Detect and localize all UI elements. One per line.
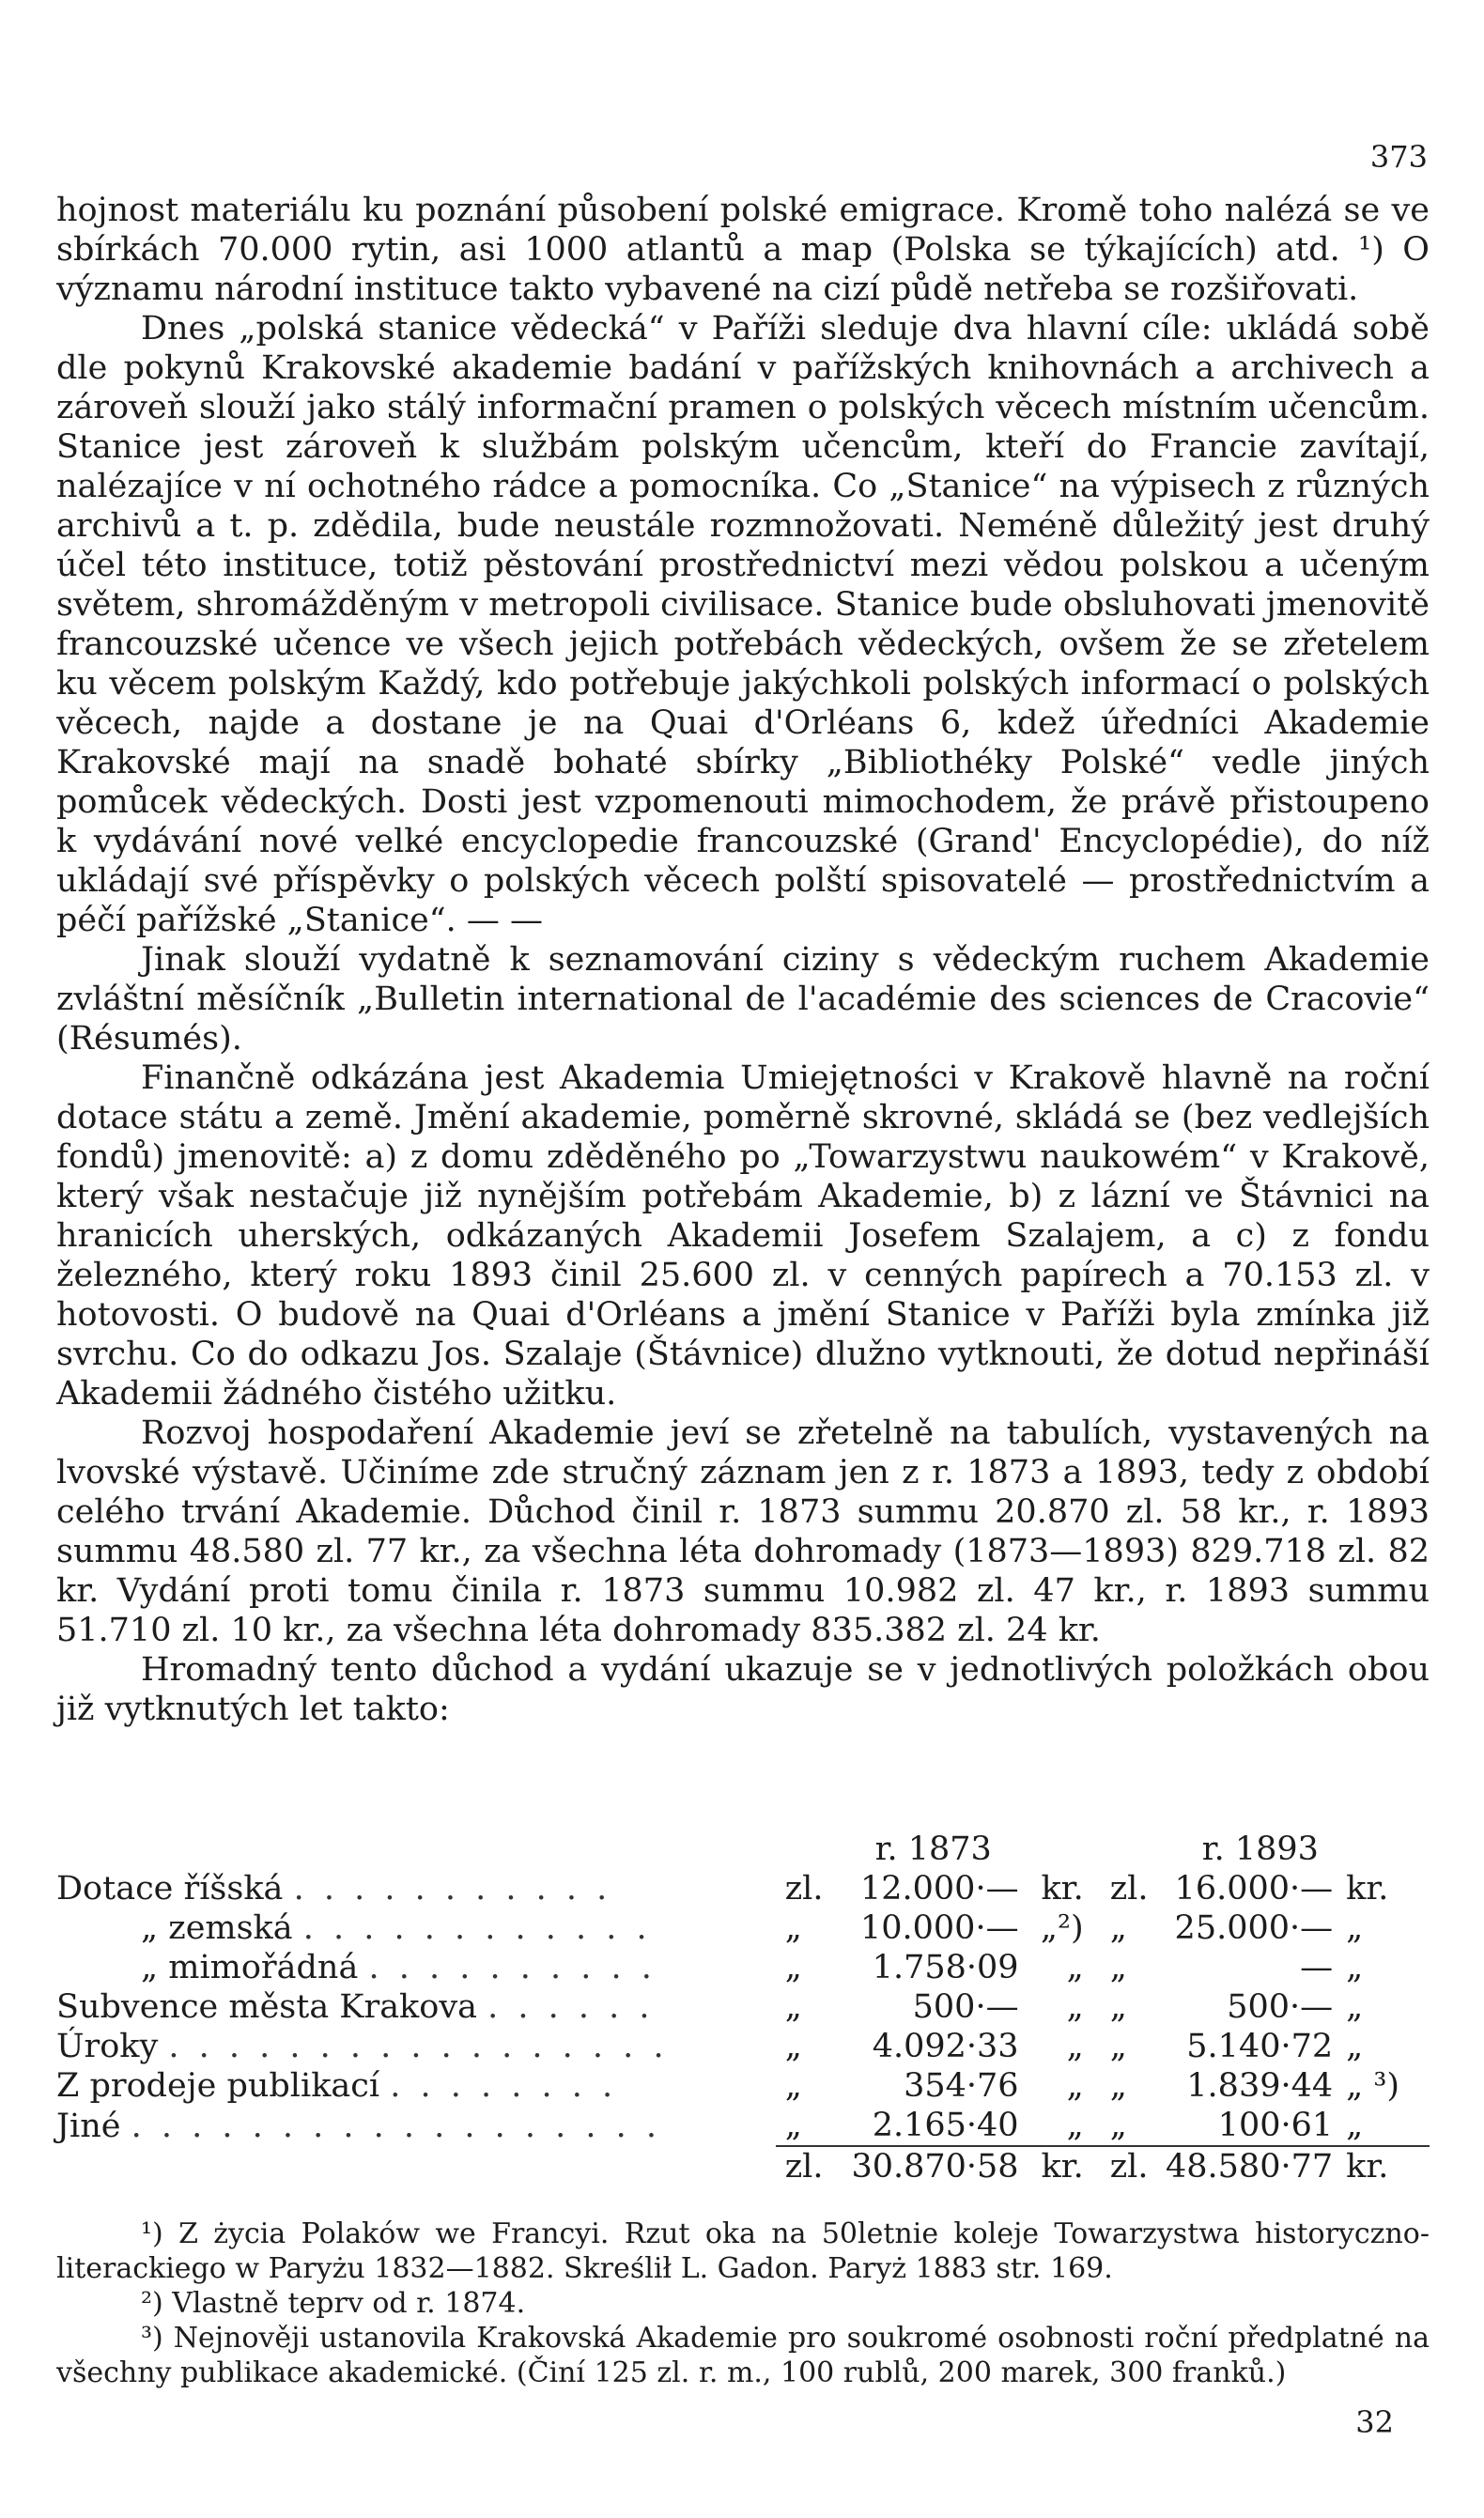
value-1873: 500·—	[912, 1988, 1019, 2026]
table-row	[56, 1987, 1430, 2027]
unit: „	[1109, 1988, 1127, 2026]
leader-dots: . . . . . . . . . . . . . . . . . .	[131, 2108, 662, 2145]
leader-dots: . . . . . . . . . . . .	[302, 1909, 652, 1947]
total-1893: 48.580·77	[1166, 2148, 1334, 2186]
row-label: „ zemská	[141, 1909, 293, 1947]
unit: zl.	[776, 2146, 832, 2186]
table-row	[56, 2066, 1430, 2106]
row-label: Dotace říšská	[56, 1870, 284, 1908]
value-1873: 12.000·—	[859, 1870, 1019, 1908]
leader-dots: . . . . . .	[487, 1988, 655, 2026]
currency: „	[1066, 2028, 1084, 2065]
column-header-1893: r. 1893	[1201, 1831, 1319, 1868]
table-header-row	[56, 1830, 1430, 1869]
currency: „	[1346, 2028, 1364, 2065]
unit: „	[1109, 1949, 1127, 1986]
finance-table	[56, 1830, 1430, 2186]
leader-dots: . . . . . . . . . .	[368, 1949, 657, 1986]
footnote: ¹) Z życia Polaków we Francyi. Rzut oka na 50letnie koleje Towarzystwa historyczno-literackiego w Paryżu 1832—1882. Skreślił L. Gadon. Paryż 1883 str. 169.	[56, 2217, 1430, 2285]
currency: „	[1346, 1988, 1364, 2026]
main-text	[56, 191, 1430, 1729]
unit: zl.	[784, 1870, 824, 1908]
paragraph: Dnes „polská stanice vědecká“ v Paříži sleduje dva hlavní cíle: ukládá sobě dle pokynů Krakovské akademie badání v pařížských knihovnách a archivech a zároveň slouží jako stálý informační pramen o polských věcech místním učencům. Stanice jest zároveň k službám polským učencům, kteří do Francie zavítají, nalézajíce v ní ochotného rádce a pomocníka. Co „Stanice“ na výpisech z různých archivů a t. p. zdědila, bude neustále rozmnožovati. Neméně důležitý jest druhý účel této instituce, totiž pěstování prostřednictví mezi vědou polskou a učeným světem, shromážděným v metropoli civilisace. Stanice bude obsluhovati jmenovitě francouzské učence ve všech jejich potřebách vědeckých, ovšem že se zřetelem ku věcem polským Každý, kdo potřebuje jakýchkoli polských informací o polských věcech, najde a dostane je na Quai d'Orléans 6, kdež úředníci Akademie Krakovské mají na snadě bohaté sbírky „Bibliothéky Polské“ vedle jiných pomůcek vědeckých. Dosti jest vzpomenouti mimochodem, že právě přistoupeno k vydávání nové velké encyclopedie francouzské (Grand' Encyclopédie), do níž ukládají své příspěvky o polských věcech polští spisovatelé — prostřednictvím a péčí pařížské „Stanice“. — —	[56, 310, 1430, 939]
unit: zl.	[1091, 2146, 1166, 2186]
paragraph: Rozvoj hospodaření Akademie jeví se zřetelně na tabulích, vystavených na lvovské výstavě. Učiníme zde stručný záznam jen z r. 1873 a 1893, tedy z období celého trvání Akademie. Důchod činil r. 1873 summu 20.870 zl. 58 kr., r. 1893 summu 48.580 zl. 77 kr., za všechna léta dohromady (1873—1893) 829.718 zl. 82 kr. Vydání proti tomu činila r. 1873 summu 10.982 zl. 47 kr., r. 1893 summu 51.710 zl. 10 kr., za všechna léta dohromady 835.382 zl. 24 kr.	[56, 1414, 1430, 1649]
column-header-1873: r. 1873	[874, 1831, 992, 1868]
currency: „²)	[1040, 1909, 1084, 1947]
page-number: 373	[1369, 139, 1428, 175]
paragraph: Hromadný tento důchod a vydání ukazuje se v jednotlivých položkách obou již vytknutých let takto:	[56, 1651, 1430, 1728]
currency: kr.	[1346, 1870, 1389, 1908]
paragraph: Jinak slouží vydatně k seznamování ciziny s vědeckým ruchem Akademie zvláštní měsíčník „Bulletin international de l'académie des sciences de Cracovie“ (Résumés).	[56, 941, 1430, 1058]
unit: „	[784, 1988, 802, 2026]
footnote: ³) Nejnověji ustanovila Krakovská Akademie pro soukromé osobnosti roční předplatné na všechny publikace akademické. (Činí 125 zl. r. m., 100 rublů, 200 marek, 300 franků.)	[56, 2322, 1430, 2389]
table-row	[56, 1948, 1430, 1987]
footnote: ²) Vlastně teprv od r. 1874.	[141, 2287, 526, 2320]
leader-dots: . . . . . . . .	[390, 2067, 618, 2105]
currency: „	[1066, 1949, 1084, 1986]
row-label: Z prodeje publikací	[56, 2067, 380, 2105]
unit: „	[1109, 2107, 1127, 2144]
currency: kr.	[1019, 2146, 1091, 2186]
table-row	[56, 2106, 1430, 2146]
value-1893: 16.000·—	[1174, 1870, 1334, 1908]
paragraph: Finančně odkázána jest Akademia Umiejętności v Krakově hlavně na roční dotace státu a země. Jmění akademie, poměrně skrovné, skládá se (bez vedlejších fondů) jmenovitě: a) z domu zděděného po „Towarzystwu naukowém“ v Krakově, který však nestačuje již nynějším potřebám Akademie, b) z lázní ve Štávnici na hranicích uherských, odkázaných Akademii Josefem Szalajem, a c) z fondu železného, který roku 1893 činil 25.600 zl. v cenných papírech a 70.153 zl. v hotovosti. O budově na Quai d'Orléans a jmění Stanice v Paříži byla zmínka již svrchu. Co do odkazu Jos. Szalaje (Štávnice) dlužno vytknouti, že dotud nepřináší Akademii žádného čistého užitku.	[56, 1059, 1430, 1413]
value-1873: 2.165·40	[872, 2107, 1019, 2144]
value-1873: 1.758·09	[872, 1949, 1019, 1986]
currency: „	[1066, 2107, 1084, 2144]
value-1893: 100·61	[1217, 2107, 1334, 2144]
signature-mark: 32	[1355, 2404, 1394, 2440]
value-1893: 1.839·44	[1186, 2067, 1334, 2105]
currency: „ ³)	[1346, 2067, 1400, 2105]
value-1873: 4.092·33	[872, 2028, 1019, 2065]
currency: „	[1346, 1949, 1364, 1986]
currency: „	[1346, 1909, 1364, 1947]
total-1873: 30.870·58	[831, 2146, 1018, 2186]
table-row	[56, 2027, 1430, 2066]
currency: kr.	[1333, 2146, 1430, 2186]
row-label: „ mimořádná	[141, 1949, 359, 1986]
unit: „	[784, 1909, 802, 1947]
unit: „	[784, 2107, 802, 2144]
row-label: Subvence města Krakova	[56, 1988, 477, 2026]
row-label: Jiné	[56, 2108, 121, 2145]
leader-dots: . . . . . . . . . . .	[293, 1870, 612, 1908]
leader-dots: . . . . . . . . . . . . . . . . .	[168, 2028, 669, 2065]
unit: „	[1109, 2028, 1127, 2065]
currency: „	[1346, 2107, 1364, 2144]
currency: „	[1066, 1988, 1084, 2026]
value-1893: 25.000·—	[1174, 1909, 1334, 1947]
unit: „	[784, 2067, 802, 2105]
paragraph: hojnost materiálu ku poznání působení polské emigrace. Kromě toho nalézá se ve sbírkách 70.000 rytin, asi 1000 atlantů a map (Polska se týkajících) atd. ¹) O významu národní instituce takto vybavené na cizí půdě netřeba se rozšiřovati.	[56, 192, 1430, 308]
unit: „	[784, 1949, 802, 1986]
unit: „	[784, 2028, 802, 2065]
unit: „	[1109, 1909, 1127, 1947]
currency: „	[1066, 2067, 1084, 2105]
value-1893: —	[1300, 1949, 1334, 1986]
value-1873: 10.000·—	[859, 1909, 1019, 1947]
row-label: Úroky	[56, 2028, 159, 2065]
unit: zl.	[1109, 1870, 1149, 1908]
footnotes	[56, 2217, 1430, 2390]
value-1893: 500·—	[1227, 1988, 1334, 2026]
table-row	[56, 1908, 1430, 1948]
currency: kr.	[1041, 1870, 1084, 1908]
unit: „	[1109, 2067, 1127, 2105]
table-total-row	[56, 2146, 1430, 2186]
value-1873: 354·76	[904, 2067, 1019, 2105]
value-1893: 5.140·72	[1186, 2028, 1334, 2065]
table-row	[56, 1869, 1430, 1908]
